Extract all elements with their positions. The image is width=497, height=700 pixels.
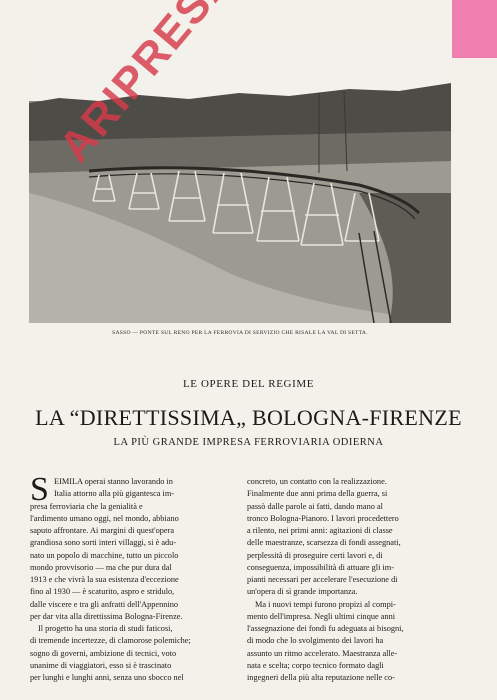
text-line: nata e scelta; corpo tecnico formato dagli <box>247 660 384 670</box>
text-line: Italia attorno alla più gigantesca im- <box>54 489 175 499</box>
text-line: dalle viscere e tra gli anfratti dell'Appennino <box>30 599 179 609</box>
text-line: pianti necessari per accelerare l'esecuzione di <box>247 575 398 584</box>
text-line: EIMILA operai stanno lavorando in <box>54 477 173 486</box>
text-line: passò dalle parole ai fatti, dando mano al <box>247 501 383 511</box>
text-line: conseguenza, impossibilità di attuare gli im- <box>247 562 395 572</box>
bridge-photo <box>29 43 451 323</box>
text-line: 1913 e che vivrà la sua esistenza d'eccezione <box>30 575 179 584</box>
text-line: delle maestranze, scarsezza di fondi assegnati, <box>247 538 401 548</box>
text-line: un'opera di sì grande importanza. <box>247 587 358 597</box>
photo-caption: SASSO — PONTE SUL RENO PER LA FERROVIA DI SERVIZIO CHE RISALE LA VAL DI SETTA. <box>112 330 368 336</box>
text-line: unanime di viaggiatori, esso si è trascinato <box>30 660 172 670</box>
text-line: a rilento, nei primi anni: agitazioni di classe <box>247 526 393 535</box>
text-line: Il progetto ha una storia di studi faticosi, <box>38 624 173 633</box>
article-subtitle: LA PIÙ GRANDE IMPRESA FERROVIARIA ODIERNA <box>113 437 384 448</box>
left-text-column <box>30 471 238 684</box>
text-line: mento dell'impresa. Negli ultimi cinque anni <box>247 611 396 621</box>
text-line: per lunghi e lunghi anni, senza uno sbocco nel <box>30 673 184 682</box>
right-text-column <box>247 476 455 684</box>
pink-corner-tab <box>452 0 497 58</box>
text-line: nato un popolo di macchine, tutto un piccolo <box>30 550 179 560</box>
text-line: presa ferroviaria che la genialità e <box>30 501 143 511</box>
text-line: perplessità di proseguire certi lavori e, di <box>247 550 383 560</box>
text-line: l'assegnazione dei fondi fu adeguata ai bisogni, <box>247 624 404 633</box>
section-kicker: LE OPERE DEL REGIME <box>182 378 315 390</box>
text-line: Ma i nuovi tempi furono propizi al compi- <box>255 599 396 609</box>
text-line: per dar vita alla direttissima Bologna-Firenze. <box>30 611 183 621</box>
text-line: ingegneri della più alta reputazione nelle co- <box>247 673 395 682</box>
text-line: assunto un ritmo accelerato. Maestranza alle- <box>247 648 398 658</box>
text-line: fino al 1930 — è scaturito, aspro e stridulo, <box>30 587 175 597</box>
text-line: l'ardimento umano oggi, nel mondo, abbiano <box>30 513 179 523</box>
text-line: saputo affrontare. Ai margini di quest'opera <box>30 526 175 535</box>
text-line: mondo provvisorio — ma che pur dura dal <box>30 562 172 572</box>
drop-cap: S <box>30 471 49 508</box>
text-line: di tremende incertezze, di clamorose polemiche; <box>30 636 191 646</box>
text-line: tronco Bologna-Pianoro. I lavori procedettero <box>247 513 399 523</box>
article-title: LA “DIRETTISSIMA„ BOLOGNA-FIRENZE <box>35 405 462 430</box>
text-line: concreto, un contatto con la realizzazione. <box>247 477 387 486</box>
text-line: di modo che lo svolgimento dei lavori ha <box>247 636 384 646</box>
text-line: sogno di governi, ambizione di tecnici, voto <box>30 648 177 658</box>
text-line: Finalmente due anni prima della guerra, si <box>247 489 388 499</box>
text-line: grandiosa sono sorti interi villaggi, si è adu- <box>30 538 177 548</box>
